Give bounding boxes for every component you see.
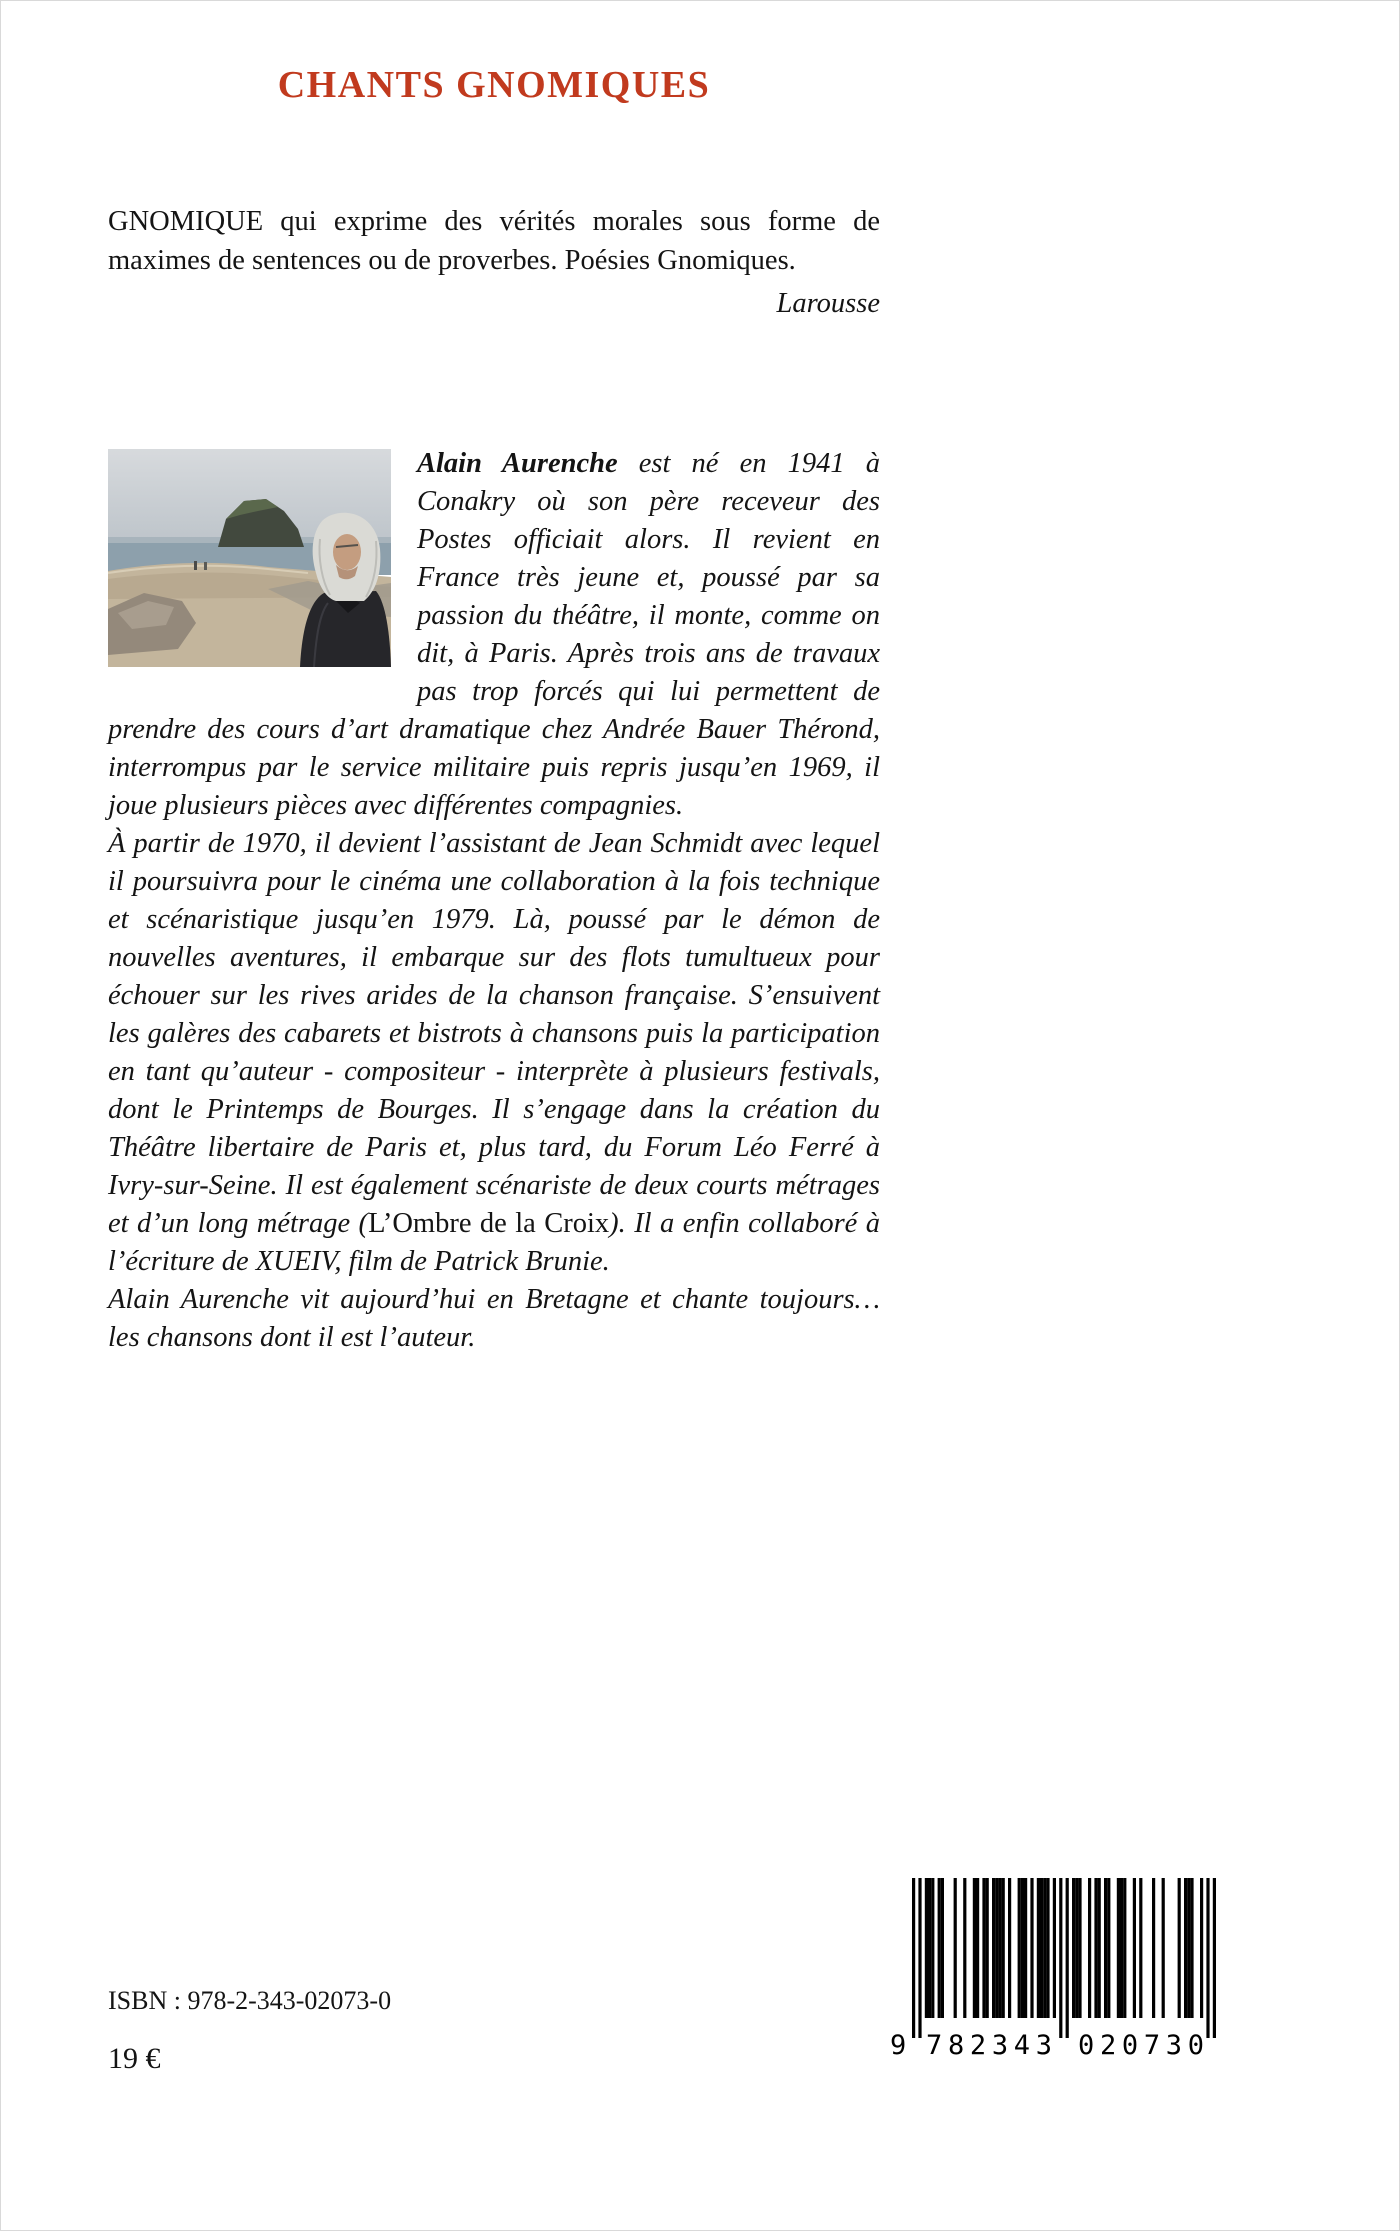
author-photo-illustration bbox=[108, 449, 391, 667]
barcode-svg bbox=[888, 1878, 1218, 2060]
isbn-text: ISBN : 978-2-343-02073-0 bbox=[108, 1986, 392, 2015]
barcode-digit-group-3: 020730 bbox=[1078, 2030, 1204, 2060]
author-photo bbox=[108, 449, 391, 667]
bio-paragraph-3: Alain Aurenche vit aujourd’hui en Bretagne et chante toujours… les chansons dont il est l’auteur. bbox=[108, 1284, 880, 1353]
price-text: 19 € bbox=[108, 2042, 161, 2075]
definition-text: GNOMIQUE qui exprime des vérités morales sous forme de maximes de sentences ou de proverbes. Poésies Gnomiques. bbox=[108, 206, 880, 276]
page-title: CHANTS GNOMIQUES bbox=[277, 64, 711, 106]
barcode-digit-group-1: 9 bbox=[890, 2030, 907, 2060]
definition-block bbox=[108, 202, 880, 323]
bio-text-2a: À partir de 1970, il devient l’assistant de Jean Schmidt avec lequel il poursuivra pour le cinéma une collaboration à la fois technique et scénaristique jusqu’en 1979. Là, poussé par le démon de nouvelles aventures, il embarque sur des flots tumultueux pour échouer sur les rives arides de la chanson française. S’ensuivent les galères des cabarets et bistrots à chansons puis la participation en tant qu’auteur - compositeur - interprète à plusieurs festivals, dont le Printemps de Bourges. Il s’engage dans la création du Théâtre libertaire de Paris et, plus tard, du Forum Léo Ferré à Ivry-sur-Seine. Il est également scénariste de deux courts métrages et d’un long métrage ( bbox=[108, 828, 880, 1239]
bio-text-2b: ). Il a enfin collaboré à l’écriture de XUEIV, film de Patrick Brunie. bbox=[108, 1208, 881, 1277]
bio-text-1: est né en 1941 à Conakry où son père receveur des Postes officiait alors. Il revient en France très jeune et, poussé par sa passion du théâtre, il monte, comme on dit, à Paris. Après trois ans de travaux pas trop forcés qui lui permettent de prendre des cours d’art dramatique chez Andrée Bauer Thérond, interrompus par le service militaire puis repris jusqu’en 1969, il joue plusieurs pièces avec différentes compagnies. bbox=[108, 448, 880, 821]
barcode bbox=[888, 1878, 1218, 2060]
film-title: L’Ombre de la Croix bbox=[368, 1208, 610, 1239]
author-name: Alain Aurenche bbox=[417, 448, 618, 479]
bio-paragraph-2 bbox=[108, 825, 880, 1281]
content-column bbox=[108, 0, 880, 1357]
barcode-digit-group-2: 782343 bbox=[926, 2030, 1052, 2060]
biography-block bbox=[108, 445, 880, 1357]
definition-attribution: Larousse bbox=[776, 288, 880, 319]
